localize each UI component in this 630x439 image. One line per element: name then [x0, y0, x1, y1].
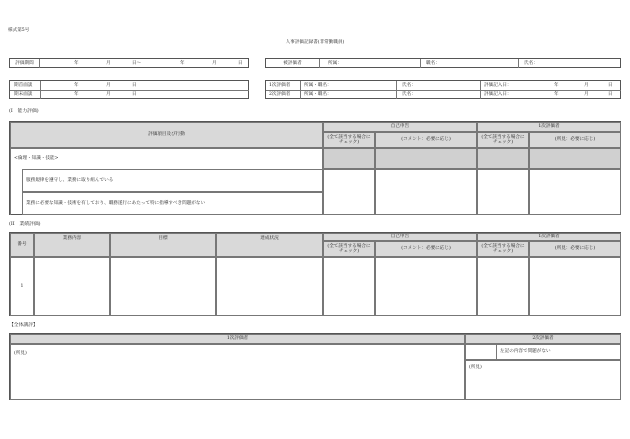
divider — [40, 81, 41, 99]
ability-first-comment-header: (所見：必要に応じ) — [529, 132, 621, 148]
eval1-year: 年 — [554, 83, 559, 88]
section-performance-title: (II 業績評価) — [9, 222, 41, 227]
evaluatee-dept: 所属： — [328, 61, 342, 66]
perf-first-header: 1次評価者 — [477, 233, 621, 241]
form-number: 様式第5号 — [8, 28, 30, 33]
perf-content-cell[interactable] — [34, 257, 110, 316]
ability-group-label: <倫理・知識・技能> — [10, 148, 323, 169]
ability-item-2: 業務に必要な知識・技術を有しており、職務遂行にあたって特に指導すべき問題がない — [22, 192, 323, 215]
ability-items-header: 評価項目及び行動 — [10, 122, 323, 148]
perf-self-comment-cell[interactable] — [375, 257, 477, 316]
ability-table — [9, 121, 621, 215]
section-overall-title: 【全体講評】 — [9, 323, 38, 328]
interview-box — [9, 80, 249, 99]
final-month: 月 — [106, 92, 111, 97]
overall-table — [9, 333, 621, 400]
interim-month: 月 — [106, 83, 111, 88]
no-problem-label: 左記の内容で問題がない — [497, 344, 621, 360]
indent-spacer — [10, 169, 22, 215]
perf-first-check-cell[interactable] — [477, 257, 529, 316]
interim-label: 期首面談 — [14, 83, 33, 88]
perf-self-check-header: (全て該当する場合にチェック) — [323, 241, 375, 257]
perf-status-cell[interactable] — [216, 257, 323, 316]
interim-year: 年 — [74, 83, 79, 88]
period-end-day: 日 — [238, 61, 243, 66]
eval2-year: 年 — [554, 92, 559, 97]
divider — [10, 90, 249, 91]
ability-self-comment-header: (コメント：必要に応じ) — [375, 132, 477, 148]
overall-first-opinion[interactable]: (所見) — [10, 344, 465, 400]
perf-goal-cell[interactable] — [110, 257, 216, 316]
period-end-month: 月 — [212, 61, 217, 66]
ability-group-first-check — [477, 148, 529, 169]
eval1-month: 月 — [584, 83, 589, 88]
section-ability-title: (I 能力評価) — [9, 109, 39, 114]
ability-self-header: 自己申告 — [323, 122, 477, 132]
perf-self-check-cell[interactable] — [323, 257, 375, 316]
ability-group-first-comment — [529, 148, 621, 169]
evaluatee-label: 被評価者 — [266, 59, 320, 68]
final-day: 日 — [132, 92, 137, 97]
evaluatee-post: 職名： — [426, 61, 440, 66]
eval2-dept: 所属・職名： — [304, 92, 332, 97]
eval1-name: 氏名： — [402, 83, 416, 88]
eval1-date: 評価記入日： — [484, 83, 512, 88]
period-label: 評価期間 — [10, 59, 40, 68]
divider — [420, 59, 421, 68]
eval1-label: 1次評価者 — [269, 83, 291, 88]
perf-row-number: 1 — [10, 257, 34, 316]
period-start-day: 日～ — [132, 61, 142, 66]
period-box — [9, 58, 249, 68]
ability-first-check-cell[interactable] — [477, 169, 529, 215]
divider — [300, 81, 301, 99]
divider — [396, 81, 397, 99]
ability-first-comment-cell[interactable] — [529, 169, 621, 215]
divider — [480, 81, 481, 99]
evaluatee-name: 氏名： — [524, 61, 538, 66]
final-label: 期末面談 — [14, 92, 33, 97]
perf-no-header: 番号 — [10, 233, 34, 257]
perf-status-header: 達成状況 — [216, 233, 323, 257]
ability-first-check-header: (全て該当する場合にチェック) — [477, 132, 529, 148]
ability-item-1: 服務規律を遵守し、業務に取り組んでいる — [22, 169, 323, 192]
performance-table — [9, 232, 621, 316]
eval2-month: 月 — [584, 92, 589, 97]
perf-content-header: 業務内容 — [34, 233, 110, 257]
eval2-day: 日 — [608, 92, 613, 97]
ability-self-comment-cell[interactable] — [375, 169, 477, 215]
ability-self-check-header: (全て該当する場合にチェック) — [323, 132, 375, 148]
eval2-label: 2次評価者 — [269, 92, 291, 97]
ability-group-self-comment — [375, 148, 477, 169]
eval1-day: 日 — [608, 83, 613, 88]
page-title: 人事評価記録書(非常勤職員) — [285, 40, 345, 45]
perf-goal-header: 目標 — [110, 233, 216, 257]
overall-first-header: 1次評価者 — [10, 334, 465, 344]
overall-second-header: 2次評価者 — [465, 334, 621, 344]
final-year: 年 — [74, 92, 79, 97]
period-start-year: 年 — [74, 61, 79, 66]
overall-second-opinion[interactable]: (所見) — [465, 360, 621, 400]
perf-self-header: 自己申告 — [323, 233, 477, 241]
perf-first-comment-cell[interactable] — [529, 257, 621, 316]
ability-self-check-cell[interactable] — [323, 169, 375, 215]
eval1-dept: 所属・職名： — [304, 83, 332, 88]
divider — [266, 90, 621, 91]
eval2-date: 評価記入日： — [484, 92, 512, 97]
evaluator-box — [265, 80, 621, 99]
period-end-year: 年 — [180, 61, 185, 66]
ability-group-self-check — [323, 148, 375, 169]
perf-self-comment-header: (コメント：必要に応じ) — [375, 241, 477, 257]
perf-first-check-header: (全て該当する場合にチェック) — [477, 241, 529, 257]
perf-first-comment-header: (所見：必要に応じ) — [529, 241, 621, 257]
evaluatee-box — [265, 58, 621, 68]
no-problem-checkbox[interactable] — [465, 344, 497, 360]
period-start-month: 月 — [106, 61, 111, 66]
interim-day: 日 — [132, 83, 137, 88]
ability-first-header: 1次評価者 — [477, 122, 621, 132]
divider — [518, 59, 519, 68]
eval2-name: 氏名： — [402, 92, 416, 97]
